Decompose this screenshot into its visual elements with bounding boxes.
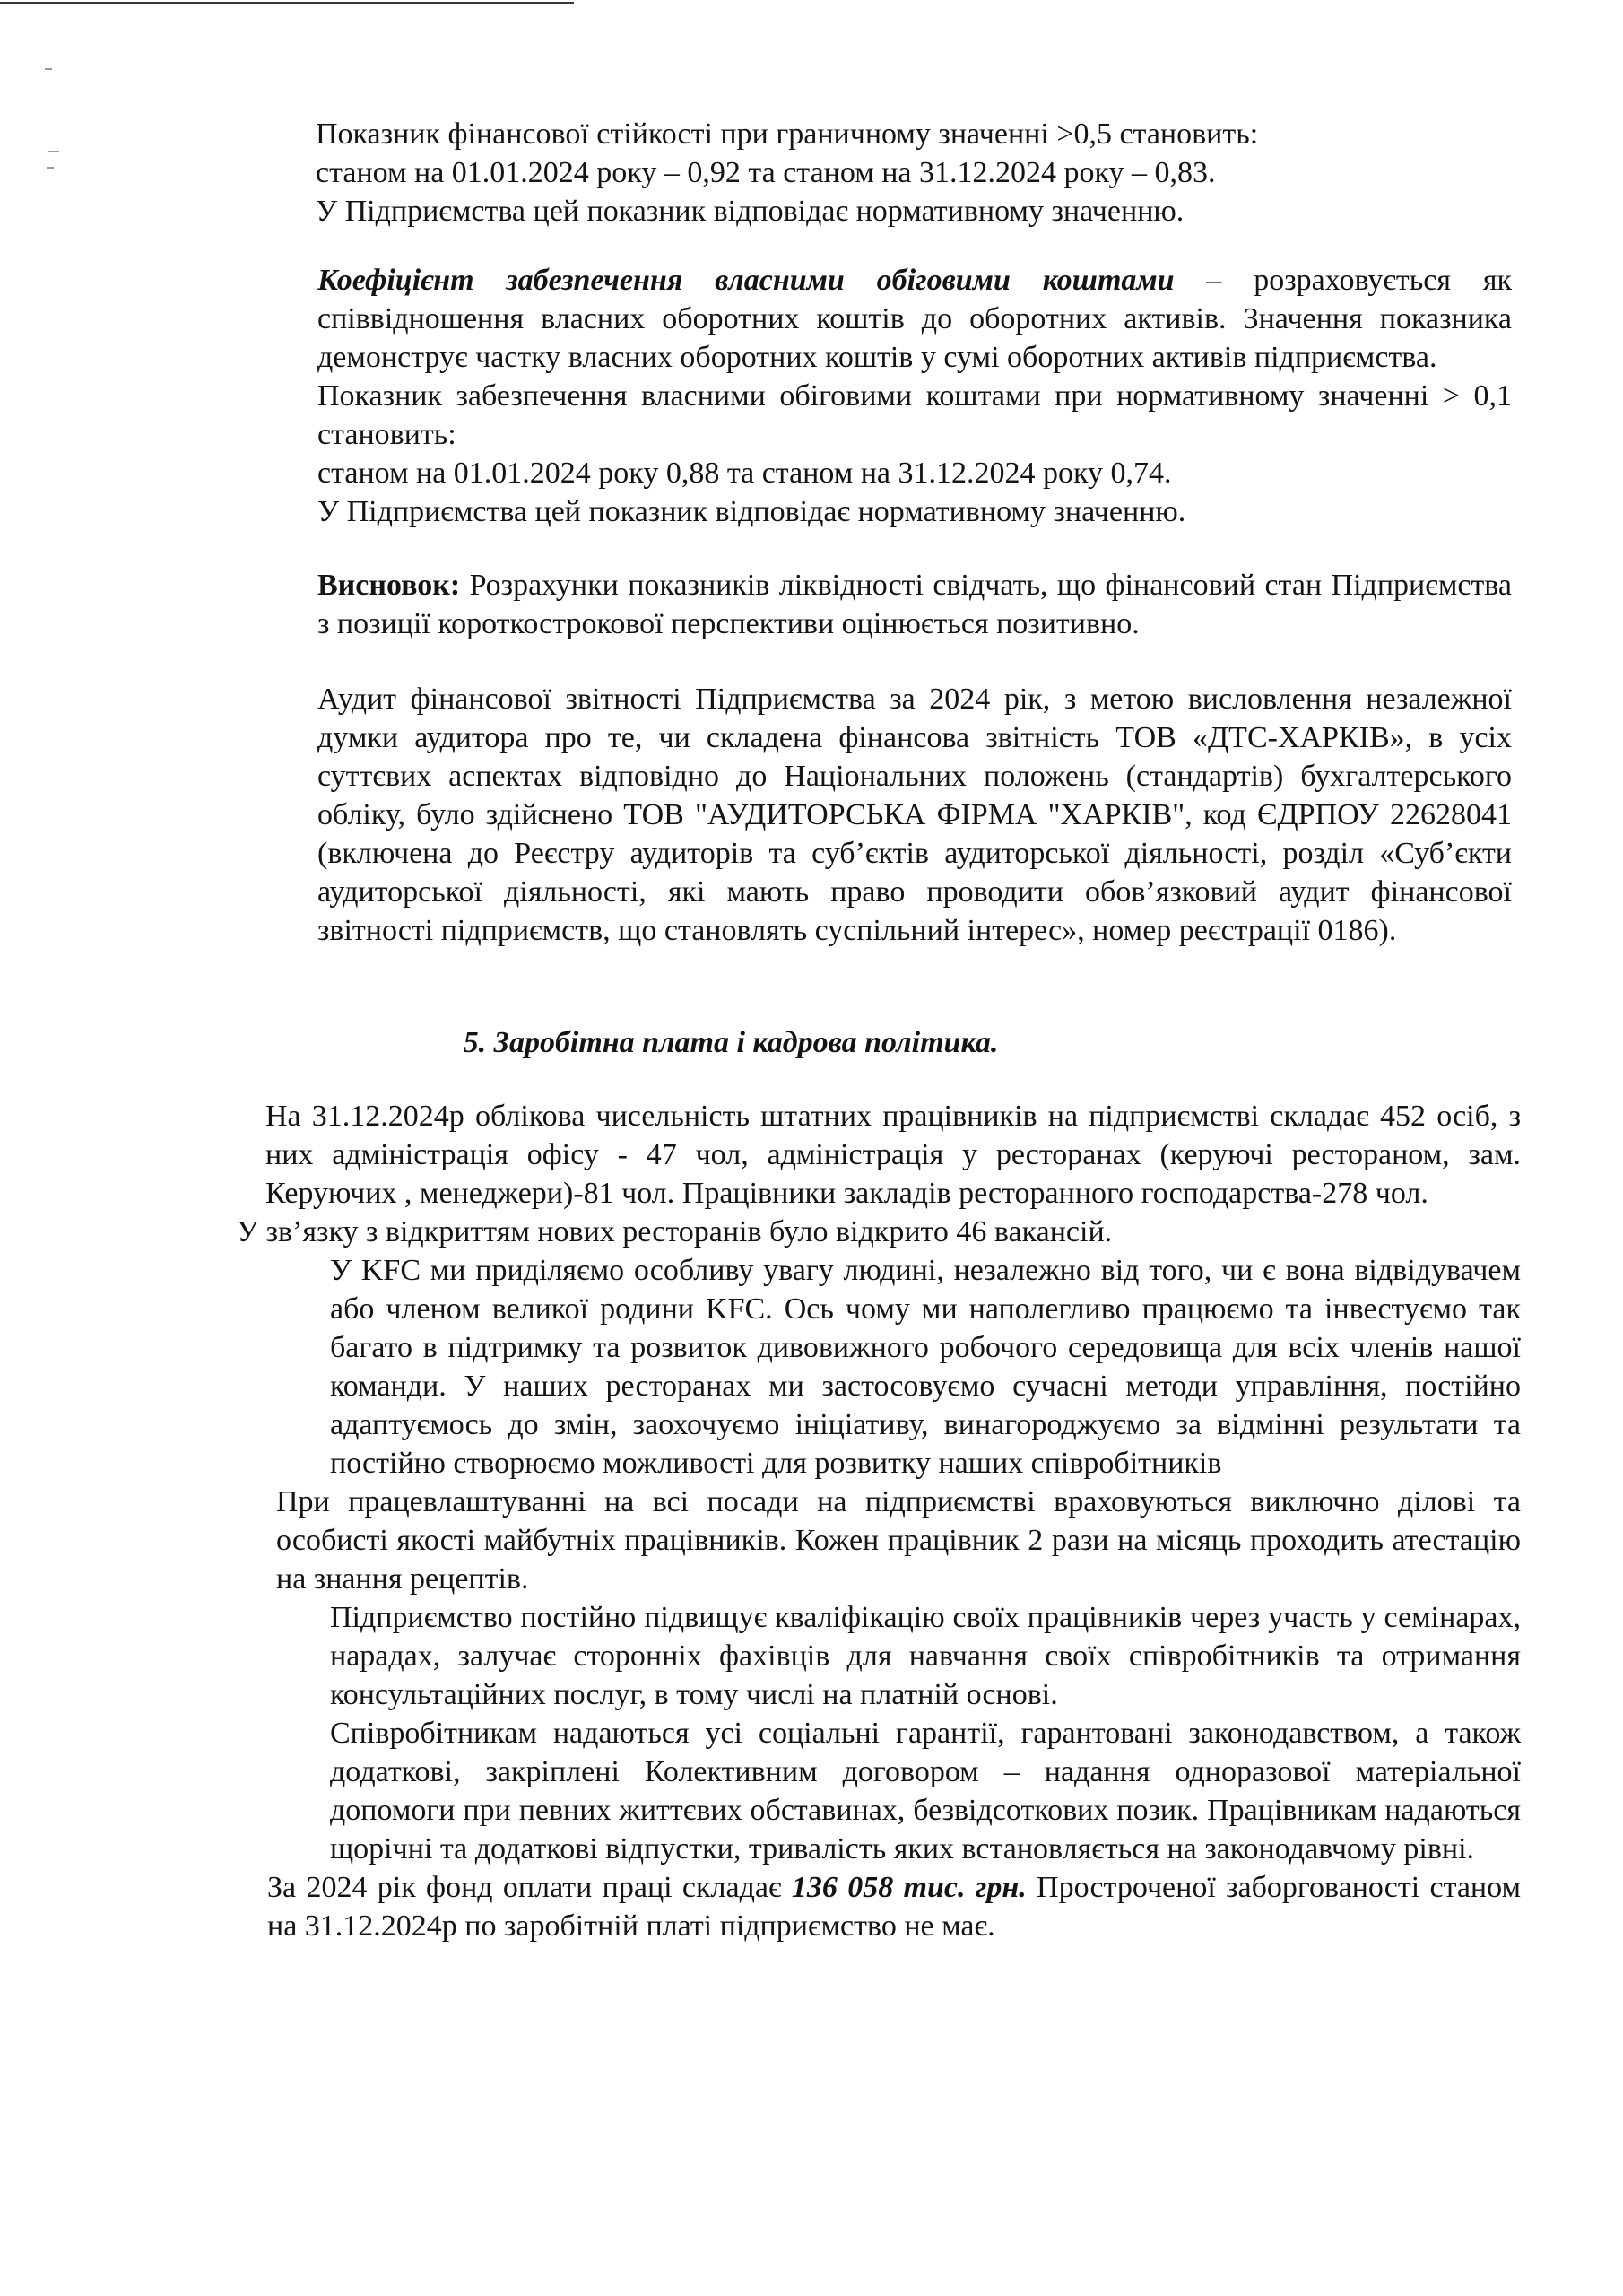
scan-margin-mark (48, 151, 59, 152)
conclusion-label: Висновок: (317, 569, 461, 602)
audit-paragraph: Аудит фінансової звітності Підприємства за 2024 рік, з метою висловлення незалежної думки аудитора про те, чи складена фінансова звітність ТОВ «ДТС-ХАРКІВ», в усіх суттєвих аспектах відповідно до Національних положень (стандартів) бухгалтерського обліку, було здійснено ТОВ "АУДИТОРСЬКА ФІРМА "ХАРКІВ", код ЄДРПОУ 22628041 (включена до Реєстру аудиторів та суб’єктів аудиторської діяльності, розділ «Суб’єкти аудиторської діяльності, які мають право проводити обов’язковий аудит фінансової звітності підприємств, що становлять суспільний інтерес», номер реєстрації 0186). (317, 683, 1512, 947)
own-working-capital-norm: Показник забезпечення власними обіговими коштами при нормативному значенні > 0,1 становить: (317, 379, 1512, 451)
kfc-paragraph: У KFC ми приділяємо особливу увагу людині, незалежно від того, чи є вона відвідувачем або членом великої родини KFC. Ось чому ми наполегливо працюємо та інвестуємо так багато в підтримку та розвиток дивовижного робочого середовища для всіх членів нашої команди. У наших ресторанах ми застосовуємо сучасні методи управління, постійно адаптуємось до змін, заохочуємо ініціативу, винагороджуємо за відмінні результати та постійно створюємо можливості для розвитку наших співробітників (330, 1254, 1521, 1480)
social-guarantees-paragraph: Співробітникам надаються усі соціальні гарантії, гарантовані законодавством, а також додаткові, закріплені Колективним договором – надання одноразової матеріальної допомоги при певних життєвих обставинах, безвідсоткових позик. Працівникам надаються щорічні та додаткові відпустки, тривалість яких встановляється на законодавчому рівні. (330, 1717, 1521, 1866)
conclusion-paragraph: Висновок: Розрахунки показників ліквідності свідчать, що фінансовий стан Підприємства з позиції короткострокової перспективи оцінюється позитивно. (317, 569, 1512, 640)
own-working-capital-values: станом на 01.01.2024 року 0,88 та станом на 31.12.2024 року 0,74. (317, 457, 1172, 490)
conclusion-block (219, 566, 1512, 643)
training-paragraph: Підприємство постійно підвищує кваліфікацію своїх працівників через участь у семінарах, нарадах, залучає сторонніх фахівців для навчання своїх співробітників та отримання консультаційних послуг, в тому числі на платній основі. (330, 1601, 1521, 1711)
payroll-paragraph: За 2024 рік фонд оплати праці складає 136 058 тис. грн. Простроченої заборгованості станом на 31.12.2024р по заробітній платі підприємство не має. (267, 1871, 1521, 1943)
financial-stability-line-2: станом на 01.01.2024 року – 0,92 та станом на 31.12.2024 року – 0,83. (316, 156, 1216, 189)
own-working-capital-compliance: У Підприємства цей показник відповідає нормативному значенню. (317, 495, 1186, 528)
scan-margin-mark (47, 167, 54, 169)
vacancies-paragraph: У зв’язку з відкриттям нових ресторанів було відкрито 46 вакансій. (237, 1215, 1113, 1248)
hiring-paragraph: При працевлаштуванні на всі посади на підприємстві враховуються виключно ділові та особисті якості майбутніх працівників. Кожен працівник 2 рази на місяць проходить атестацію на знання рецептів. (276, 1485, 1521, 1596)
financial-stability-line-1: Показник фінансової стійкості при граничному значенні >0,5 становить: (316, 117, 1259, 151)
scan-margin-mark (45, 68, 52, 70)
own-working-capital-term: Коефіцієнт забезпечення власними обіговими коштами (317, 264, 1175, 297)
own-working-capital-block (219, 261, 1512, 531)
section-5-body (231, 1097, 1521, 1945)
headcount-paragraph: На 31.12.2024р облікова чисельність штатних працівників на підприємстві складає 452 осіб, з них адміністрація офісу - 47 чол, адміністрація у ресторанах (керуючі рестораном, зам. Керуючих , менеджери)-81 чол. Працівники закладів ресторанного господарства-278 чол. (265, 1100, 1521, 1210)
scan-top-edge-line (0, 2, 574, 4)
audit-block (219, 680, 1512, 950)
section-5-heading: 5. Заробітна плата і кадрова політика. (463, 1026, 999, 1059)
own-working-capital-definition: Коефіцієнт забезпечення власними обіговими коштами – розраховується як співвідношення власних оборотних коштів до оборотних активів. Значення показника демонструє частку власних оборотних коштів у сумі оборотних активів підприємства. (317, 264, 1512, 374)
financial-stability-block (219, 115, 1609, 230)
payroll-amount: 136 058 тис. грн. (791, 1871, 1027, 1904)
financial-stability-line-3: У Підприємства цей показник відповідає нормативному значенню. (316, 195, 1185, 228)
